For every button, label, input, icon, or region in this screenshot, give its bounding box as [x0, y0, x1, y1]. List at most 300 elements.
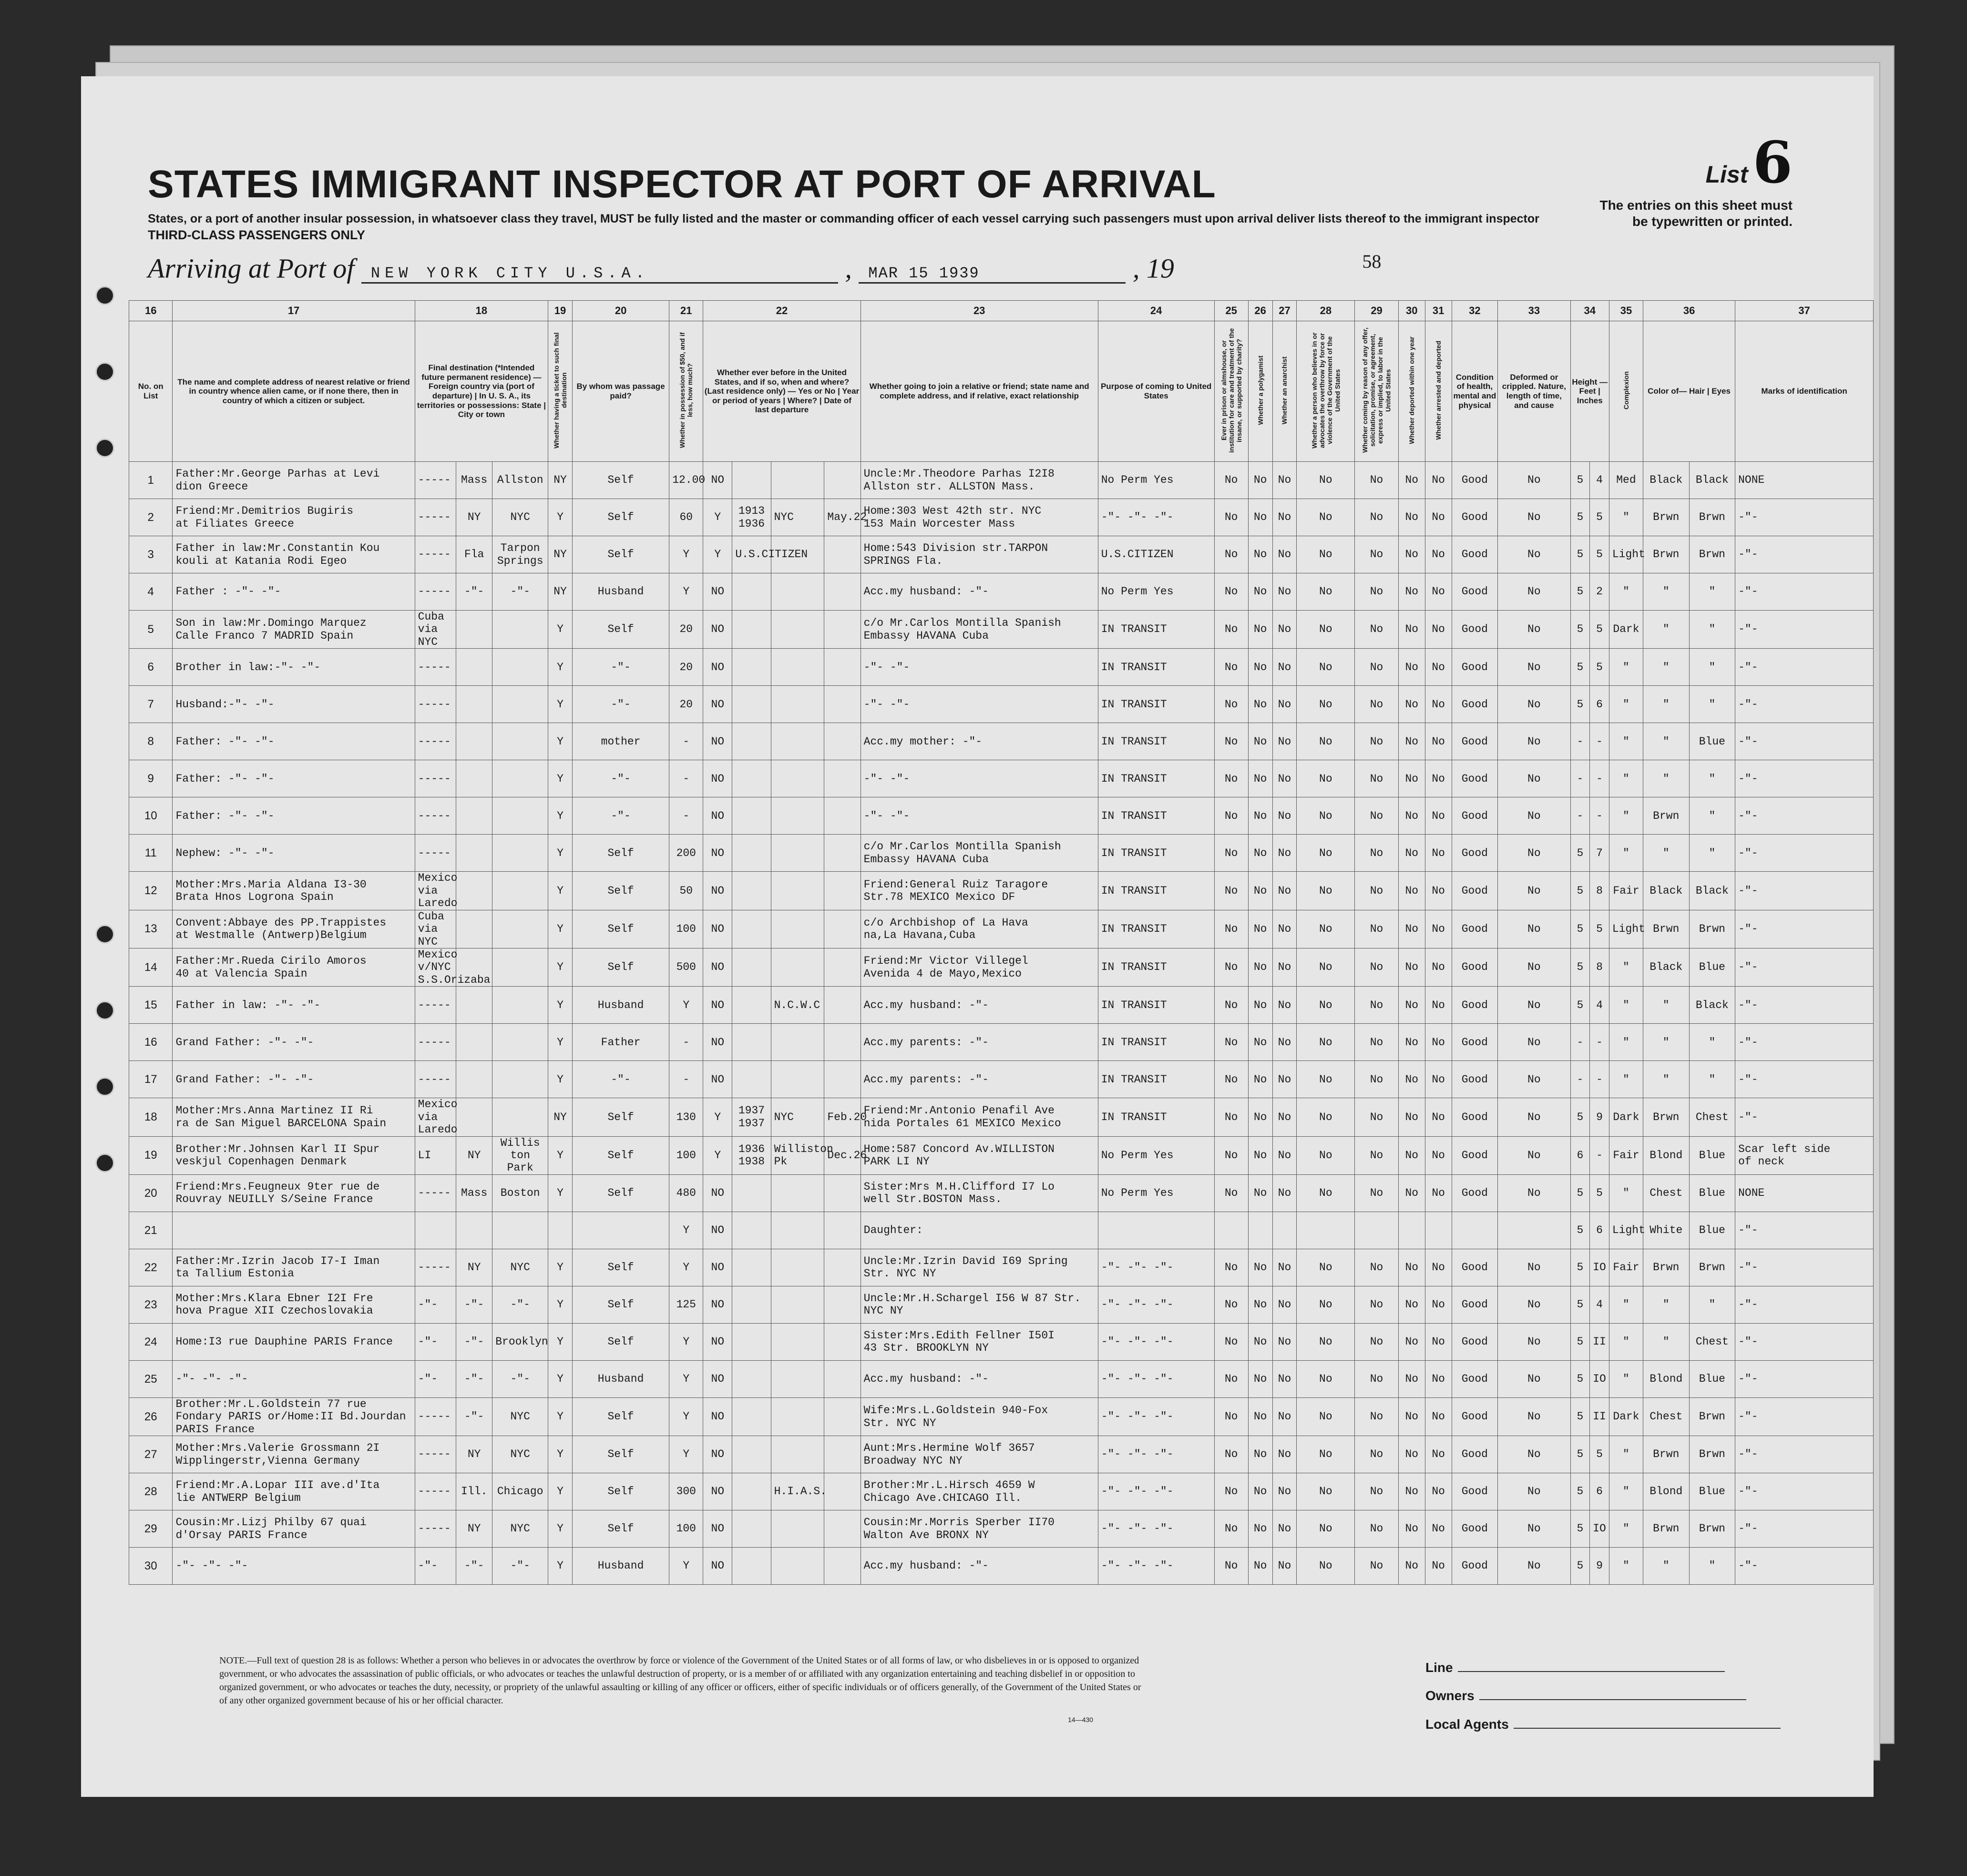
cell-c26: No — [1248, 1136, 1272, 1174]
cell-join: Uncle:Mr.Theodore Parhas I2I8 Allston str. ALLSTON Mass. — [861, 462, 1098, 499]
cell-purpose: -"- -"- -"- — [1098, 1473, 1214, 1510]
cell-where — [771, 1249, 824, 1286]
cell-years — [732, 1360, 771, 1397]
cell-ft: 5 — [1570, 1323, 1590, 1360]
cell-c31: No — [1425, 797, 1452, 835]
cell-via: ----- — [415, 649, 456, 686]
cell-before: Y — [703, 536, 732, 573]
cell-where — [771, 1548, 824, 1585]
cell-before: NO — [703, 1473, 732, 1510]
cell-marks: -"- — [1735, 1548, 1874, 1585]
cell-c31: No — [1425, 686, 1452, 723]
cell-c31: No — [1425, 1548, 1452, 1585]
cell-c25: No — [1214, 1548, 1248, 1585]
col-num: 33 — [1498, 301, 1570, 321]
cell-in: II — [1590, 1397, 1609, 1436]
cell-money: - — [669, 723, 703, 760]
cell-c25: No — [1214, 1286, 1248, 1323]
cell-complexion: " — [1609, 760, 1643, 797]
cell-c27: No — [1272, 1360, 1297, 1397]
cell-c25: No — [1214, 1061, 1248, 1098]
cell-c27: No — [1272, 1286, 1297, 1323]
cell-paid: Self — [572, 1098, 669, 1136]
cell-hair: Brwn — [1643, 1249, 1690, 1286]
cell-money: 20 — [669, 686, 703, 723]
cell-in: IO — [1590, 1360, 1609, 1397]
cell-ticket: NY — [548, 1098, 573, 1136]
cell-ft: 5 — [1570, 1436, 1590, 1473]
cell-hair: " — [1643, 835, 1690, 872]
cell-c25: No — [1214, 1249, 1248, 1286]
cell-health: Good — [1452, 1510, 1498, 1548]
cell-c31: No — [1425, 1360, 1452, 1397]
cell-eyes: Chest — [1689, 1098, 1735, 1136]
cell-before: NO — [703, 872, 732, 910]
cell-where — [771, 872, 824, 910]
cell-where — [771, 910, 824, 948]
cell-eyes: Blue — [1689, 948, 1735, 986]
cell-in: 5 — [1590, 536, 1609, 573]
cell-no: 8 — [129, 723, 173, 760]
cell-date — [824, 1249, 861, 1286]
cell-before: NO — [703, 1436, 732, 1473]
cell-c28: No — [1297, 797, 1355, 835]
cell-via: ----- — [415, 1024, 456, 1061]
cell-before: NO — [703, 797, 732, 835]
cell-before: NO — [703, 1174, 732, 1212]
cell-state — [456, 910, 492, 948]
cell-relative: Brother in law:-"- -"- — [173, 649, 415, 686]
cell-paid: Self — [572, 462, 669, 499]
cell-paid: -"- — [572, 797, 669, 835]
cell-where — [771, 1397, 824, 1436]
binder-hole — [95, 1077, 114, 1096]
cell-complexion: " — [1609, 1174, 1643, 1212]
cell-c28: No — [1297, 649, 1355, 686]
cell-ft: 5 — [1570, 536, 1590, 573]
col-header: Whether going to join a relative or friend; state name and complete address, and if relative, exact relationship — [861, 321, 1098, 462]
cell-relative: Father:Mr.George Parhas at Levi dion Greece — [173, 462, 415, 499]
cell-c29: No — [1355, 499, 1398, 536]
cell-ticket: Y — [548, 835, 573, 872]
cell-c26: No — [1248, 499, 1272, 536]
cell-paid: Self — [572, 948, 669, 986]
binder-hole — [95, 1153, 114, 1172]
cell-before: NO — [703, 1397, 732, 1436]
cell-complexion: " — [1609, 948, 1643, 986]
cell-money: Y — [669, 1323, 703, 1360]
cell-no: 3 — [129, 536, 173, 573]
cell-c26: No — [1248, 1436, 1272, 1473]
col-header: Ever in prison or almshouse, or institution for care and treatment of the insane, or supported by charity? — [1219, 328, 1243, 453]
cell-join: c/o Archbishop of La Hava na,La Havana,Cuba — [861, 910, 1098, 948]
cell-money: 100 — [669, 1136, 703, 1174]
cell-hair: " — [1643, 649, 1690, 686]
cell-in: 6 — [1590, 1212, 1609, 1249]
cell-no: 7 — [129, 686, 173, 723]
cell-where — [771, 1286, 824, 1323]
cell-c26: No — [1248, 1098, 1272, 1136]
cell-city — [492, 723, 548, 760]
cell-ticket: Y — [548, 1136, 573, 1174]
cell-c31: No — [1425, 462, 1452, 499]
cell-purpose: No Perm Yes — [1098, 1136, 1214, 1174]
col-header: Whether having a ticket to such final destination — [552, 332, 568, 449]
cell-no: 18 — [129, 1098, 173, 1136]
cell-c27: No — [1272, 499, 1297, 536]
cell-ticket: Y — [548, 797, 573, 835]
cell-eyes: Brwn — [1689, 1397, 1735, 1436]
cell-relative — [173, 1212, 415, 1249]
cell-in: - — [1590, 797, 1609, 835]
cell-paid: Father — [572, 1024, 669, 1061]
cell-c29: No — [1355, 1548, 1398, 1585]
cell-date — [824, 573, 861, 611]
cell-hair: " — [1643, 1061, 1690, 1098]
cell-state — [456, 1098, 492, 1136]
cell-no: 10 — [129, 797, 173, 835]
col-header: The name and complete address of nearest relative or friend in country whence alien came, or if none there, then in country of which a citizen or subject. — [173, 321, 415, 462]
cell-relative: Grand Father: -"- -"- — [173, 1024, 415, 1061]
cell-money: 60 — [669, 499, 703, 536]
cell-via: ----- — [415, 536, 456, 573]
cell-ft: - — [1570, 760, 1590, 797]
cell-c25: No — [1214, 536, 1248, 573]
cell-eyes: Black — [1689, 872, 1735, 910]
cell-join: Home:303 West 42th str. NYC 153 Main Worcester Mass — [861, 499, 1098, 536]
cell-c30: No — [1398, 649, 1425, 686]
cell-before: NO — [703, 1249, 732, 1286]
cell-health: Good — [1452, 835, 1498, 872]
cell-via: -"- — [415, 1360, 456, 1397]
cell-relative: Father: -"- -"- — [173, 723, 415, 760]
list-note: The entries on this sheet must be typewritten or printed. — [1599, 198, 1793, 229]
cell-c25: No — [1214, 723, 1248, 760]
cell-c27: No — [1272, 723, 1297, 760]
cell-c27: No — [1272, 1473, 1297, 1510]
col-header: Whether in possession of $50, and if less, how much? — [678, 332, 694, 449]
cell-years: 1936 1938 — [732, 1136, 771, 1174]
cell-deformed: No — [1498, 611, 1570, 649]
cell-c27: No — [1272, 910, 1297, 948]
cell-c30: No — [1398, 797, 1425, 835]
cell-ticket: Y — [548, 948, 573, 986]
cell-c30: No — [1398, 1174, 1425, 1212]
cell-via: ----- — [415, 797, 456, 835]
cell-c28: No — [1297, 1098, 1355, 1136]
cell-c29: No — [1355, 987, 1398, 1024]
cell-c31: No — [1425, 1249, 1452, 1286]
cell-in: 5 — [1590, 1174, 1609, 1212]
cell-deformed: No — [1498, 1548, 1570, 1585]
cell-in: 2 — [1590, 573, 1609, 611]
cell-c27: No — [1272, 987, 1297, 1024]
cell-marks: -"- — [1735, 1397, 1874, 1436]
cell-where — [771, 1061, 824, 1098]
cell-city: Willis ton Park — [492, 1136, 548, 1174]
cell-paid: mother — [572, 723, 669, 760]
cell-ft: 5 — [1570, 1098, 1590, 1136]
cell-c30: No — [1398, 872, 1425, 910]
cell-money: 500 — [669, 948, 703, 986]
cell-health: Good — [1452, 1323, 1498, 1360]
cell-years — [732, 1249, 771, 1286]
cell-c30: No — [1398, 1548, 1425, 1585]
cell-join: Uncle:Mr.Izrin David I69 Spring Str. NYC NY — [861, 1249, 1098, 1286]
cell-eyes: Black — [1689, 462, 1735, 499]
table-row — [129, 462, 1874, 499]
cell-city — [492, 910, 548, 948]
cell-ticket: Y — [548, 611, 573, 649]
cell-eyes: " — [1689, 1024, 1735, 1061]
cell-c29: No — [1355, 1098, 1398, 1136]
cell-city — [492, 611, 548, 649]
cell-before: NO — [703, 1286, 732, 1323]
cell-ticket: Y — [548, 760, 573, 797]
cell-where: NYC — [771, 1098, 824, 1136]
cell-where — [771, 797, 824, 835]
cell-c27: No — [1272, 1098, 1297, 1136]
binder-hole — [95, 1001, 114, 1020]
cell-c25: No — [1214, 611, 1248, 649]
cell-money: 100 — [669, 910, 703, 948]
cell-ft: 5 — [1570, 987, 1590, 1024]
cell-hair: " — [1643, 1323, 1690, 1360]
cell-c30: No — [1398, 760, 1425, 797]
cell-where — [771, 686, 824, 723]
cell-marks: -"- — [1735, 499, 1874, 536]
col-header: Whether coming by reason of any offer, solicitation, promise, or agreement, express or implied, to labor in the United States — [1361, 327, 1392, 453]
col-num: 28 — [1297, 301, 1355, 321]
cell-money: 50 — [669, 872, 703, 910]
cell-c30: No — [1398, 499, 1425, 536]
cell-state — [456, 797, 492, 835]
cell-date — [824, 1397, 861, 1436]
cell-c28: No — [1297, 760, 1355, 797]
cell-c25: No — [1214, 1473, 1248, 1510]
cell-c31: No — [1425, 723, 1452, 760]
cell-where — [771, 760, 824, 797]
cell-c29 — [1355, 1212, 1398, 1249]
cell-c29: No — [1355, 1360, 1398, 1397]
cell-c28: No — [1297, 1397, 1355, 1436]
table-row — [129, 1473, 1874, 1510]
cell-ft: 5 — [1570, 910, 1590, 948]
cell-years — [732, 1473, 771, 1510]
cell-ft: 5 — [1570, 1360, 1590, 1397]
cell-ticket: Y — [548, 499, 573, 536]
cell-purpose: IN TRANSIT — [1098, 1098, 1214, 1136]
cell-ticket: Y — [548, 1323, 573, 1360]
port-line: Arriving at Port of NEW YORK CITY U.S.A. , MAR 15 1939 , 19 $^{58}$ — [148, 251, 1382, 284]
cell-date — [824, 872, 861, 910]
col-num: 35 — [1609, 301, 1643, 321]
cell-marks: -"- — [1735, 611, 1874, 649]
cell-where: H.I.A.S. — [771, 1473, 824, 1510]
cell-paid: Husband — [572, 1360, 669, 1397]
cell-city: NYC — [492, 499, 548, 536]
cell-c31: No — [1425, 948, 1452, 986]
cell-deformed: No — [1498, 1024, 1570, 1061]
cell-join: Acc.my husband: -"- — [861, 987, 1098, 1024]
cell-marks: -"- — [1735, 1212, 1874, 1249]
cell-hair: Brwn — [1643, 797, 1690, 835]
cell-ft: 5 — [1570, 1249, 1590, 1286]
cell-before: Y — [703, 499, 732, 536]
cell-money: 480 — [669, 1174, 703, 1212]
cell-c30: No — [1398, 1286, 1425, 1323]
cell-purpose: IN TRANSIT — [1098, 760, 1214, 797]
cell-c31: No — [1425, 1098, 1452, 1136]
cell-via: ----- — [415, 499, 456, 536]
cell-via: Cuba via NYC — [415, 611, 456, 649]
footnote: NOTE.—Full text of question 28 is as follows: Whether a person who believes in or advocates the overthrow by force or violence of the Government of the United States or of all forms of law, or who disbelieves in or is opposed to organized government, or who advocates the assassination of public officials, or who advocates or teaches the unlawful destruction of property, or is a member of or affiliated with any organization entertaining and teaching disbelief in or opposition to organized government, or who advocates or teaches the duty, necessity, or propriety of the unlawful assaulting or killing of any officer or officers, either of specific individuals or of officers generally, of the Government of the United States or of any other organized government because of his or her official character. — [219, 1655, 1141, 1706]
cell-c30: No — [1398, 948, 1425, 986]
cell-c25: No — [1214, 835, 1248, 872]
cell-deformed: No — [1498, 1249, 1570, 1286]
cell-paid: Self — [572, 872, 669, 910]
cell-c27: No — [1272, 797, 1297, 835]
cell-eyes: " — [1689, 835, 1735, 872]
binder-hole — [95, 925, 114, 944]
year-prefix: , 19 — [1132, 253, 1174, 284]
cell-eyes: Black — [1689, 987, 1735, 1024]
cell-health: Good — [1452, 1397, 1498, 1436]
cell-in: - — [1590, 1061, 1609, 1098]
cell-ft: 5 — [1570, 1212, 1590, 1249]
cell-paid: Self — [572, 1397, 669, 1436]
cell-deformed: No — [1498, 948, 1570, 986]
cell-years — [732, 1436, 771, 1473]
col-header: Final destination (*Intended future permanent residence) — Foreign country via (port of departure) | In U. S. A., its territories or possessions: State | City or town — [415, 321, 548, 462]
cell-c26: No — [1248, 1061, 1272, 1098]
cell-complexion: " — [1609, 649, 1643, 686]
cell-city: NYC — [492, 1397, 548, 1436]
cell-c26: No — [1248, 1473, 1272, 1510]
cell-date — [824, 611, 861, 649]
cell-eyes: Blue — [1689, 1174, 1735, 1212]
cell-purpose: -"- -"- -"- — [1098, 1510, 1214, 1548]
cell-purpose: -"- -"- -"- — [1098, 499, 1214, 536]
cell-c30: No — [1398, 1397, 1425, 1436]
cell-where — [771, 1360, 824, 1397]
cell-deformed: No — [1498, 1061, 1570, 1098]
cell-hair: " — [1643, 1548, 1690, 1585]
cell-via — [415, 1212, 456, 1249]
table-row — [129, 835, 1874, 872]
cell-purpose: IN TRANSIT — [1098, 1061, 1214, 1098]
cell-c26: No — [1248, 1510, 1272, 1548]
cell-before: NO — [703, 1510, 732, 1548]
cell-c31: No — [1425, 1136, 1452, 1174]
cell-deformed: No — [1498, 1397, 1570, 1436]
cell-c25: No — [1214, 987, 1248, 1024]
cell-where — [771, 1323, 824, 1360]
cell-complexion: Fair — [1609, 1136, 1643, 1174]
cell-marks: -"- — [1735, 723, 1874, 760]
cell-money: Y — [669, 1212, 703, 1249]
manifest-table-wrap — [129, 300, 1874, 1644]
line-label: Line — [1425, 1660, 1453, 1675]
cell-ticket: Y — [548, 723, 573, 760]
cell-no: 15 — [129, 987, 173, 1024]
cell-via: ----- — [415, 760, 456, 797]
cell-no: 11 — [129, 835, 173, 872]
cell-ft: 5 — [1570, 573, 1590, 611]
cell-join: Brother:Mr.L.Hirsch 4659 W Chicago Ave.CHICAGO Ill. — [861, 1473, 1098, 1510]
cell-date — [824, 1061, 861, 1098]
cell-marks: -"- — [1735, 1249, 1874, 1286]
cell-complexion: Dark — [1609, 1098, 1643, 1136]
cell-city — [492, 1024, 548, 1061]
cell-marks: -"- — [1735, 1360, 1874, 1397]
table-row — [129, 760, 1874, 797]
cell-ticket: Y — [548, 987, 573, 1024]
cell-eyes: Blue — [1689, 723, 1735, 760]
cell-health: Good — [1452, 910, 1498, 948]
cell-date: Feb.20 — [824, 1098, 861, 1136]
cell-join: Cousin:Mr.Morris Sperber II70 Walton Ave BRONX NY — [861, 1510, 1098, 1548]
cell-c31: No — [1425, 573, 1452, 611]
port-label: Arriving at Port of — [148, 253, 355, 284]
cell-money: - — [669, 1061, 703, 1098]
cell-date — [824, 536, 861, 573]
cell-date — [824, 1360, 861, 1397]
col-num: 34 — [1570, 301, 1609, 321]
cell-no: 12 — [129, 872, 173, 910]
cell-date — [824, 1212, 861, 1249]
cell-via: ----- — [415, 1510, 456, 1548]
cell-deformed: No — [1498, 1174, 1570, 1212]
cell-via: Mexico v/NYC S.S.Orizaba — [415, 948, 456, 986]
cell-in: 4 — [1590, 987, 1609, 1024]
cell-c31: No — [1425, 1286, 1452, 1323]
cell-eyes: Chest — [1689, 1323, 1735, 1360]
cell-in: II — [1590, 1323, 1609, 1360]
cell-ticket: Y — [548, 1174, 573, 1212]
cell-c25: No — [1214, 649, 1248, 686]
cell-c25: No — [1214, 499, 1248, 536]
cell-no: 28 — [129, 1473, 173, 1510]
cell-city — [492, 1061, 548, 1098]
cell-health: Good — [1452, 462, 1498, 499]
cell-before: NO — [703, 686, 732, 723]
col-num: 16 — [129, 301, 173, 321]
cell-eyes: " — [1689, 1548, 1735, 1585]
cell-purpose: U.S.CITIZEN — [1098, 536, 1214, 573]
cell-date: May.22 — [824, 499, 861, 536]
cell-c26: No — [1248, 649, 1272, 686]
col-num: 36 — [1643, 301, 1735, 321]
cell-c27: No — [1272, 1024, 1297, 1061]
cell-deformed: No — [1498, 835, 1570, 872]
cell-date — [824, 797, 861, 835]
cell-c25: No — [1214, 1136, 1248, 1174]
cell-in: 9 — [1590, 1098, 1609, 1136]
cell-c26: No — [1248, 835, 1272, 872]
cell-where: Williston Pk — [771, 1136, 824, 1174]
cell-deformed: No — [1498, 536, 1570, 573]
cell-c31: No — [1425, 1397, 1452, 1436]
cell-join: Daughter: — [861, 1212, 1098, 1249]
cell-deformed: No — [1498, 462, 1570, 499]
table-row — [129, 573, 1874, 611]
cell-in: 7 — [1590, 835, 1609, 872]
cell-c31: No — [1425, 1473, 1452, 1510]
table-row — [129, 1323, 1874, 1360]
cell-relative: Friend:Mr.Demitrios Bugiris at Filiates Greece — [173, 499, 415, 536]
cell-health: Good — [1452, 649, 1498, 686]
